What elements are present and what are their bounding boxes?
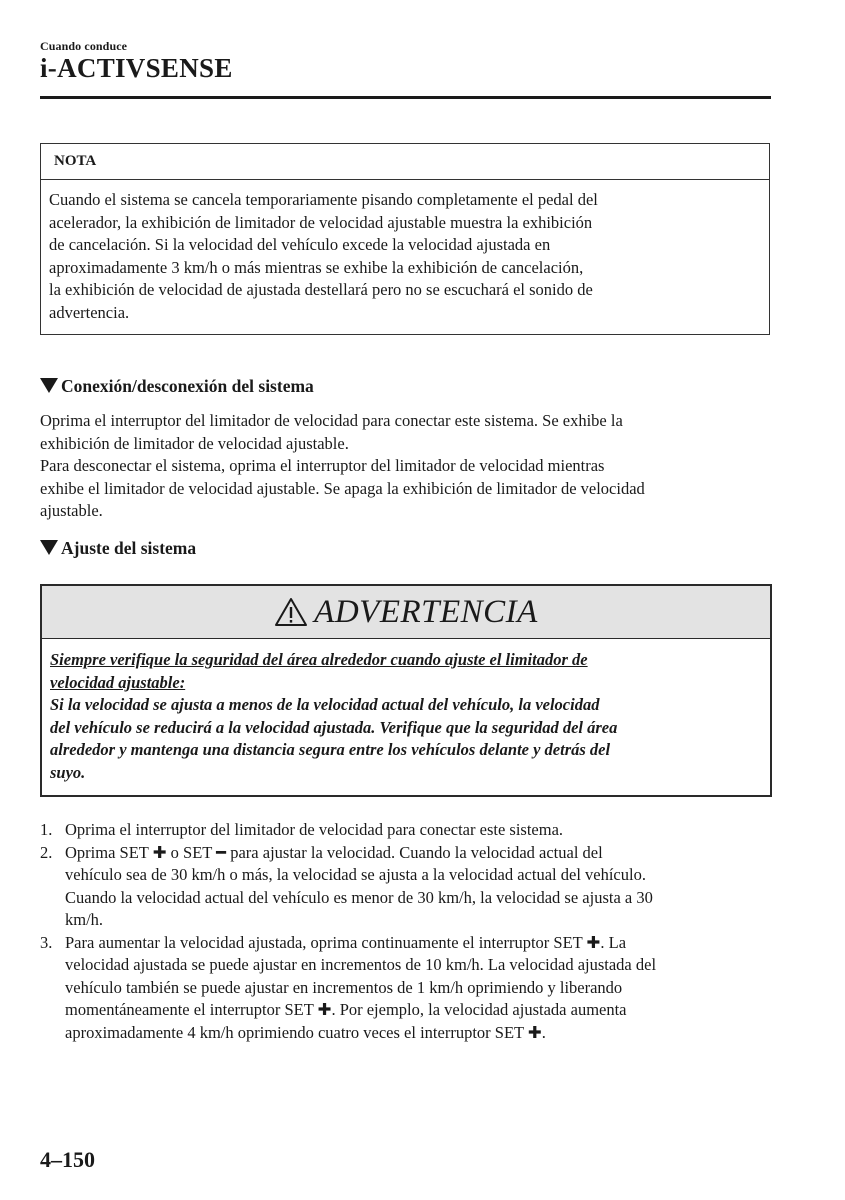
warning-line: Si la velocidad se ajusta a menos de la velocidad actual del vehículo, la velocidad: [50, 695, 600, 714]
page-title: i-ACTIVSENSE: [40, 53, 233, 83]
nota-line: la exhibición de velocidad de ajustada destellará pero no se escuchará el sonido de: [49, 280, 593, 299]
step-number: 3.: [40, 932, 53, 952]
step-line: vehículo también se puede ajustar en incrementos de 1 km/h oprimiendo y liberando: [65, 977, 623, 997]
step-line: momentáneamente el interruptor SET ✚. Por ejemplo, la velocidad ajustada aumenta: [65, 1000, 627, 1019]
step-text: [65, 819, 563, 842]
warning-underlined-line: velocidad ajustable:: [50, 672, 186, 692]
nota-line: acelerador, la exhibición de limitador de velocidad ajustable muestra la exhibición: [49, 212, 593, 232]
paragraph-line: ajustable.: [40, 501, 103, 520]
section-heading-connection: [40, 376, 314, 397]
step-line: velocidad ajustada se puede ajustar en incrementos de 10 km/h. La velocidad ajustada del: [65, 955, 657, 974]
section-heading-text: Ajuste del sistema: [61, 538, 197, 558]
triangle-down-icon: [40, 378, 58, 393]
step-line: vehículo sea de 30 km/h o más, la velocidad se ajusta a la velocidad actual del vehículo.: [65, 865, 646, 884]
section-label: Cuando conduce: [40, 39, 128, 53]
warning-triangle-icon: [274, 597, 308, 627]
step-text: [65, 842, 653, 932]
step-number: 1.: [40, 820, 53, 839]
step-line: km/h.: [65, 910, 104, 929]
list-item: [40, 819, 656, 842]
step-line: Cuando la velocidad actual del vehículo es menor de 30 km/h, la velocidad se ajusta a 30: [65, 887, 653, 907]
connection-paragraph: [40, 410, 645, 523]
step-number: 2.: [40, 842, 53, 862]
paragraph-line: Oprima el interruptor del limitador de velocidad para conectar este sistema. Se exhibe la: [40, 411, 623, 430]
warning-underlined-line: Siempre verifique la seguridad del área alrededor cuando ajuste el limitador de: [50, 650, 588, 669]
steps-list: [40, 819, 656, 1044]
nota-line: aproximadamente 3 km/h o más mientras se exhibe la exhibición de cancelación,: [49, 257, 584, 277]
section-heading-adjust: [40, 538, 196, 559]
page-number: 4–150: [40, 1147, 95, 1172]
section-heading-text: Conexión/desconexión del sistema: [61, 376, 314, 396]
paragraph-line: Para desconectar el sistema, oprima el interruptor del limitador de velocidad mientras: [40, 456, 605, 475]
nota-line: advertencia.: [49, 302, 130, 322]
title-rule: [40, 96, 771, 99]
warning-line: del vehículo se reducirá a la velocidad ajustada. Verifique que la seguridad del área: [50, 717, 618, 737]
warning-header: [42, 586, 770, 639]
step-line: Para aumentar la velocidad ajustada, oprima continuamente el interruptor SET ✚. La: [65, 932, 627, 952]
step-line: Oprima el interruptor del limitador de velocidad para conectar este sistema.: [65, 820, 564, 839]
paragraph-line: exhibición de limitador de velocidad ajustable.: [40, 433, 349, 453]
warning-line: suyo.: [50, 762, 86, 782]
step-line: Oprima SET ✚ o SET ━ para ajustar la velocidad. Cuando la velocidad actual del: [65, 842, 603, 862]
step-text: [65, 932, 656, 1045]
nota-line: Cuando el sistema se cancela temporariamente pisando completamente el pedal del: [49, 190, 598, 209]
nota-body: [41, 180, 769, 324]
list-item: [40, 842, 656, 932]
warning-body: [42, 639, 770, 784]
nota-line: de cancelación. Si la velocidad del vehículo excede la velocidad ajustada en: [49, 235, 551, 254]
paragraph-line: exhibe el limitador de velocidad ajustable. Se apaga la exhibición de limitador de velocidad: [40, 478, 645, 498]
triangle-down-icon: [40, 540, 58, 555]
warning-line: alrededor y mantenga una distancia segura entre los vehículos delante y detrás del: [50, 740, 611, 759]
list-item: [40, 932, 656, 1045]
step-line: aproximadamente 4 km/h oprimiendo cuatro veces el interruptor SET ✚.: [65, 1022, 546, 1042]
nota-heading: NOTA: [41, 144, 769, 180]
warning-box: [40, 584, 772, 797]
nota-box: [40, 143, 770, 335]
warning-title: ADVERTENCIA: [314, 593, 538, 630]
